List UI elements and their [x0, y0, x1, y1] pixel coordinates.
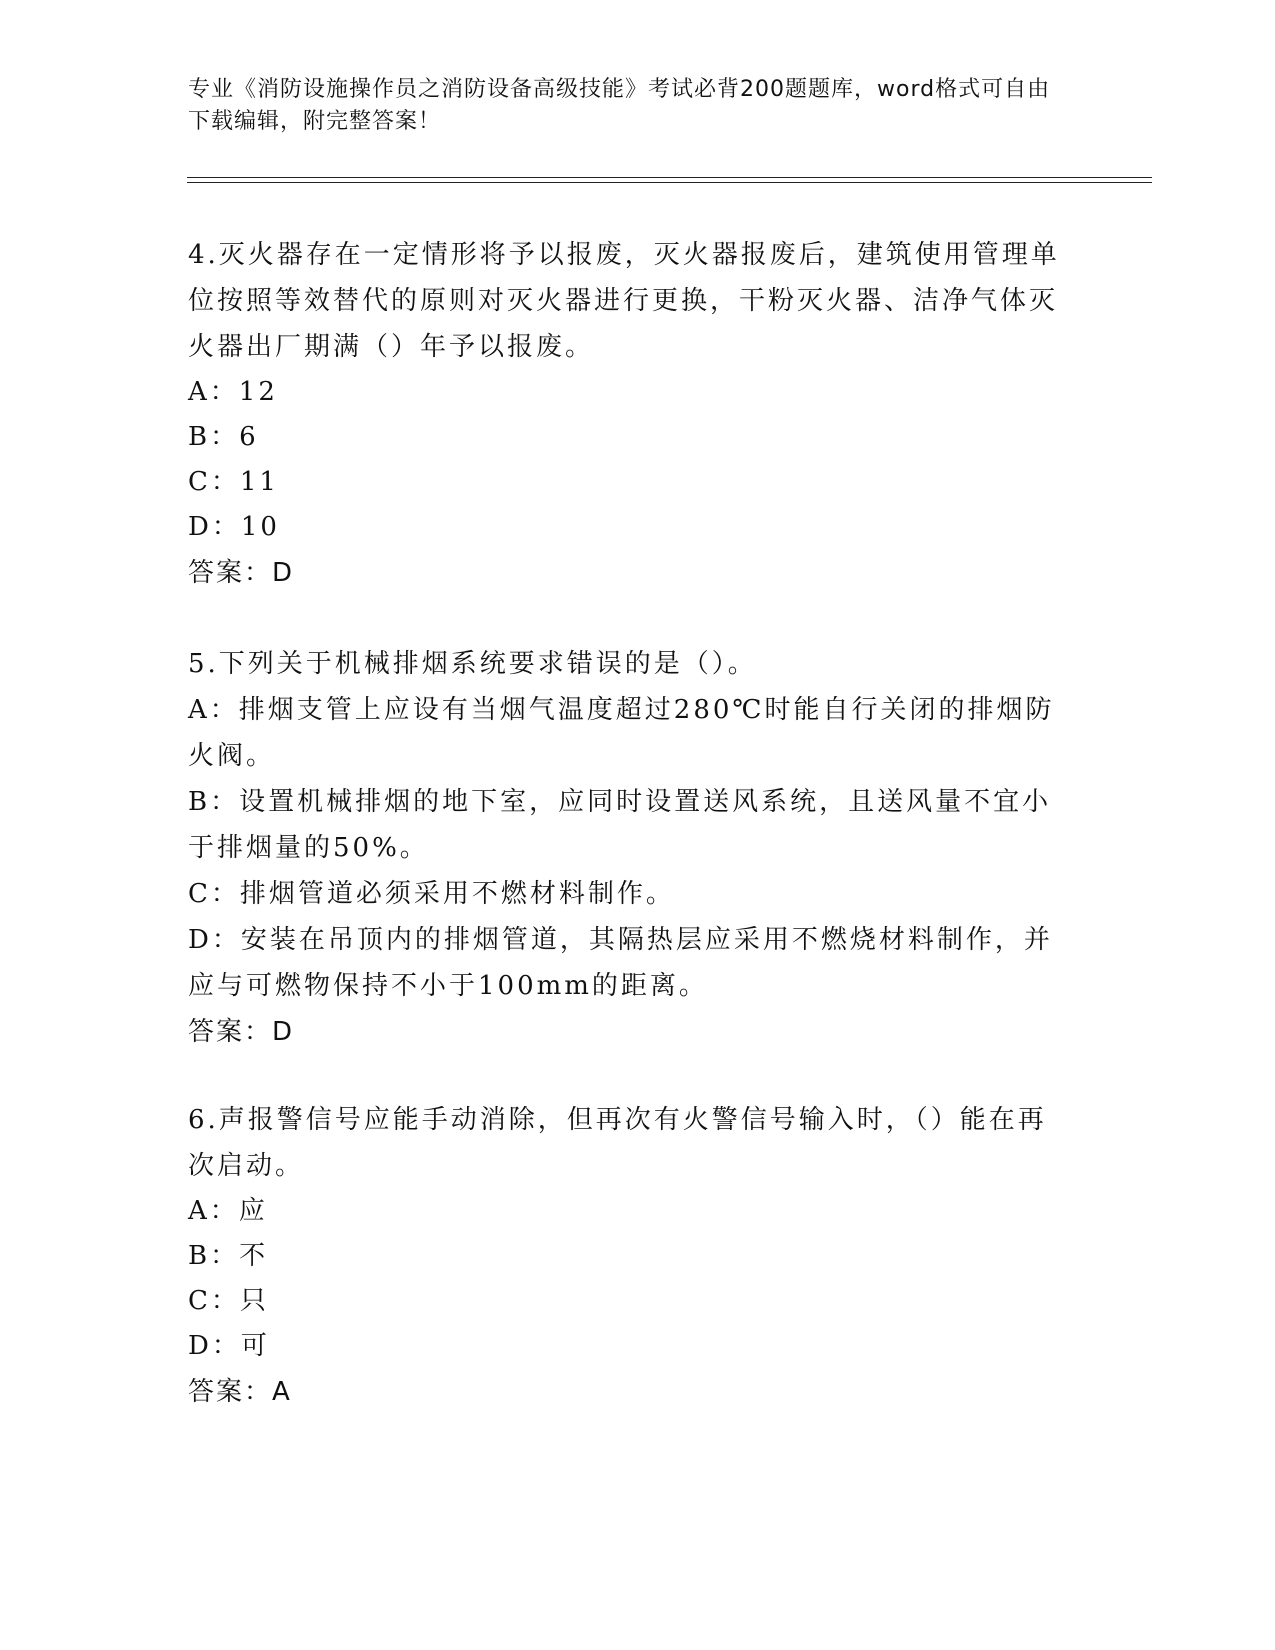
option-c: C：排烟管道必须采用不燃材料制作。	[188, 879, 675, 909]
header-divider-bottom	[187, 182, 1152, 183]
question-stem: 4.灭火器存在一定情形将予以报废，灭火器报废后，建筑使用管理单位按照等效替代的原则对灭火器进行更换，干粉灭火器、洁净气体灭火器出厂期满（）年予以报废。	[188, 240, 1060, 362]
question-5	[188, 641, 1068, 1055]
option-a: A：排烟支管上应设有当烟气温度超过280℃时能自行关闭的排烟防火阀。	[188, 695, 1055, 771]
option-d: D：安装在吊顶内的排烟管道，其隔热层应采用不燃烧材料制作，并应与可燃物保持不小于100mm的距离。	[188, 925, 1053, 1001]
question-stem: 5.下列关于机械排烟系统要求错误的是（）。	[188, 649, 757, 679]
question-stem: 6.声报警信号应能手动消除，但再次有火警信号输入时，（）能在再次启动。	[188, 1105, 1047, 1181]
document-header: 专业《消防设施操作员之消防设备高级技能》考试必背200题题库，word格式可自由下载编辑，附完整答案！	[188, 77, 1051, 134]
answer-label: 答案：D	[188, 558, 295, 588]
option-d: D：10	[188, 512, 280, 542]
answer-label: 答案：A	[188, 1377, 292, 1407]
option-b: B：设置机械排烟的地下室，应同时设置送风系统，且送风量不宜小于排烟量的50%。	[188, 787, 1052, 863]
answer-label: 答案：D	[188, 1017, 295, 1047]
option-a: A：12	[188, 377, 278, 407]
option-d: D：可	[188, 1331, 270, 1361]
option-a: A：应	[188, 1196, 268, 1226]
option-b: B：不	[188, 1241, 269, 1271]
header-divider-top	[187, 177, 1152, 178]
option-b: B：6	[188, 422, 259, 452]
option-c: C：11	[188, 467, 279, 497]
option-c: C：只	[188, 1286, 269, 1316]
question-6	[188, 1097, 1068, 1415]
question-4	[188, 232, 1068, 596]
